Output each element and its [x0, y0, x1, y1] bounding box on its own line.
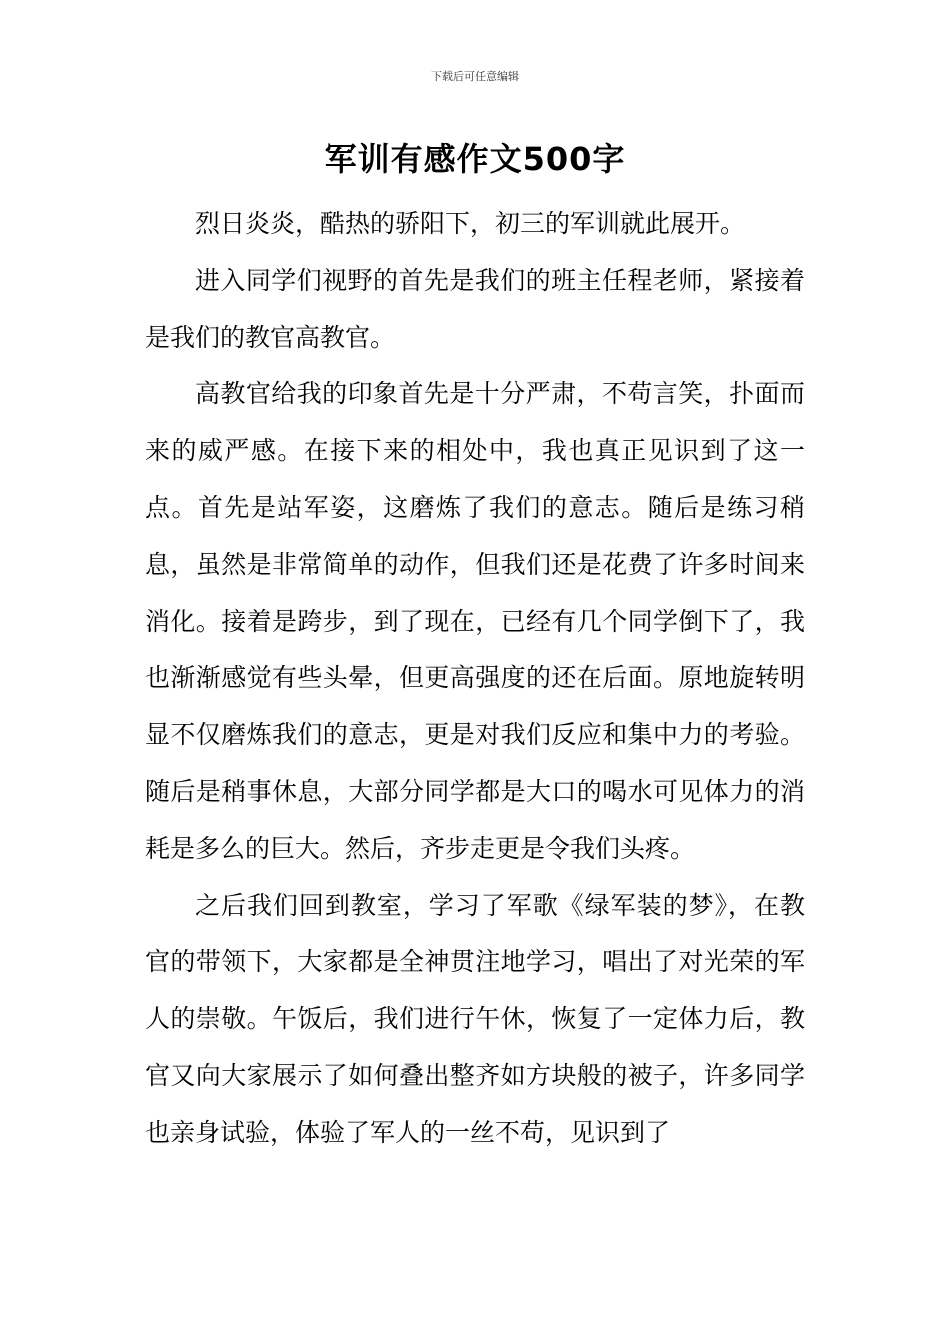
paragraph-2: 进入同学们视野的首先是我们的班主任程老师，紧接着是我们的教官高教官。 [145, 265, 805, 352]
document-body [145, 196, 805, 1162]
paragraph-1: 烈日炎炎，酷热的骄阳下，初三的军训就此展开。 [195, 209, 746, 238]
paragraph-3: 高教官给我的印象首先是十分严肃，不苟言笑，扑面而来的威严感。在接下来的相处中，我也真正见识到了这一点。首先是站军姿，这磨炼了我们的意志。随后是练习稍息，虽然是非常简单的动作，但我们还是花费了许多时间来消化。接着是跨步，到了现在，已经有几个同学倒下了，我也渐渐感觉有些头晕，但更高强度的还在后面。原地旋转明显不仅磨炼我们的意志，更是对我们反应和集中力的考验。随后是稍事休息，大部分同学都是大口的喝水可见体力的消耗是多么的巨大。然后，齐步走更是令我们头疼。 [145, 379, 805, 863]
paragraph-4: 之后我们回到教室，学习了军歌《绿军装的梦》，在教官的带领下，大家都是全神贯注地学习，唱出了对光荣的军人的崇敬。午饭后，我们进行午休，恢复了一定体力后，教官又向大家展示了如何叠出整齐如方块般的被子，许多同学也亲身试验，体验了军人的一丝不苟，见识到了 [145, 890, 805, 1147]
page-header-note: 下载后可任意编辑 [431, 70, 519, 83]
document-title: 军训有感作文500字 [324, 140, 626, 178]
